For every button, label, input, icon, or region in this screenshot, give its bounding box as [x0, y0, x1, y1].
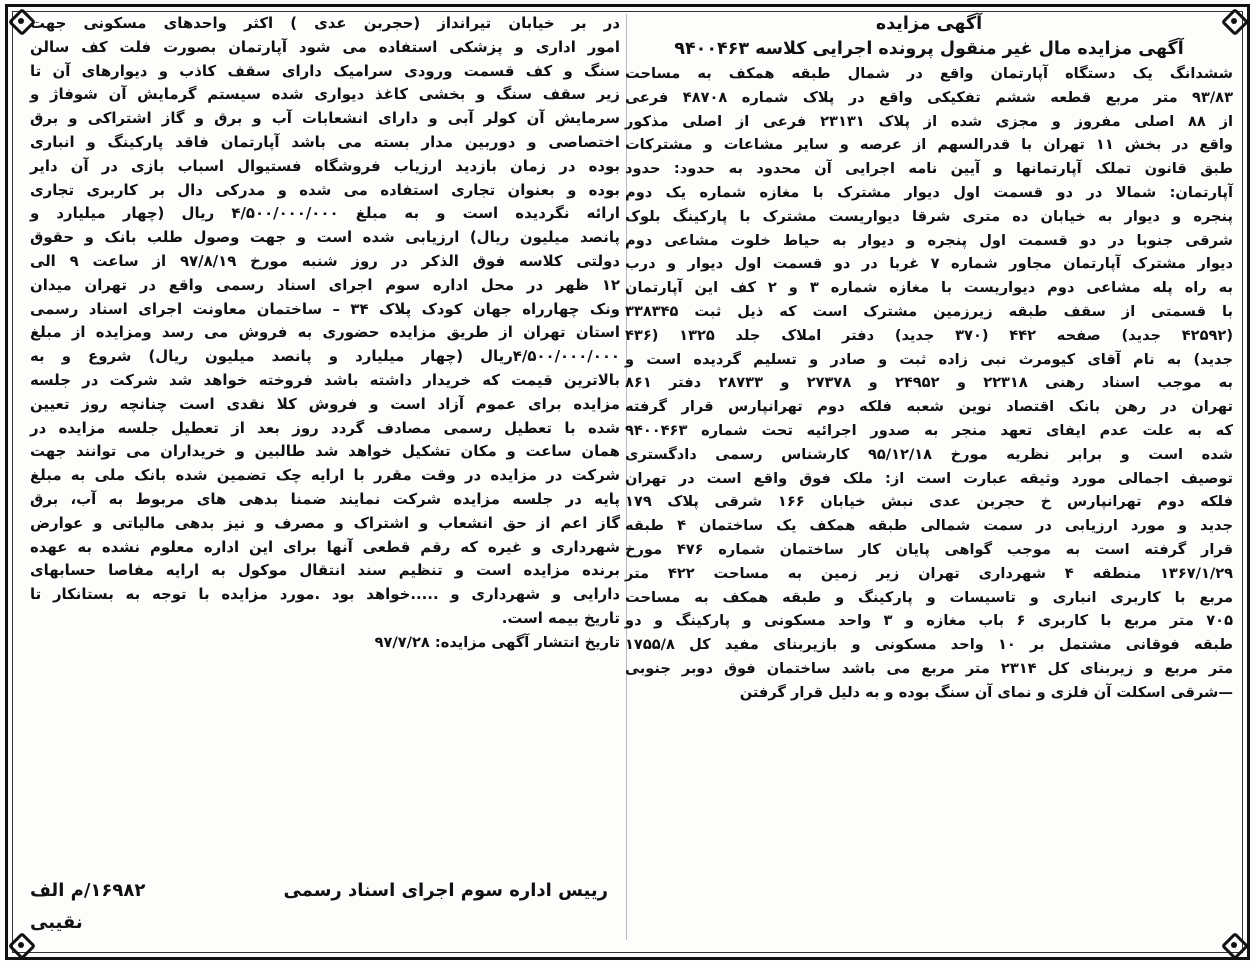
text-line: قرار گرفته است به موجب گواهی پایان کار ساختمان شماره ۴۷۶ مورخ — [625, 540, 1234, 558]
text-line: ۱۳۶۷/۱/۲۹ منطقه ۴ شهرداری تهران زیر زمین به مساحت ۴۲۲ متر — [625, 564, 1234, 582]
signature-row — [30, 880, 620, 912]
issue-date: تاریخ انتشار آگهی مزایده: ۹۷/۷/۲۸ — [374, 633, 620, 651]
text-line: پایه در جلسه مزایده شرکت نمایند ضمنا بدهی های مربوط به آب، برق — [30, 489, 620, 508]
right-column-body — [625, 62, 1233, 705]
text-line: شرقی جنوبا در دو قسمت اول پنجره و دیوار به حیاط خلوت مشاعی دوم — [625, 231, 1233, 249]
text-line: امور اداری و پزشکی استفاده می شود آپارتمان بصورت فلت کف سالن — [30, 37, 620, 56]
text-line: همان ساعت و مکان تشکیل خواهد شد طالبین و خریداران می توانند جهت — [30, 442, 620, 461]
text-line: توصیف اجمالی مورد وثیقه عبارت است از: ملک فوق واقع است در تهران — [625, 469, 1233, 487]
text-line: زیر سقف سنگ و بخشی کاغذ دیواری شده سیستم گرمایش آن شوفاژ و — [30, 85, 620, 104]
text-line: سنگ و کف قسمت ورودی سرامیک دارای سقف کاذب و دیوارهای آن تا — [30, 61, 620, 80]
text-line: که به علت عدم ایفای تعهد منجر به صدور اجرائیه تحت شماره ۹۴۰۰۴۶۳ — [625, 421, 1233, 439]
notice-title: آگهی مزایده — [875, 14, 983, 34]
text-line: پنجره و دیوار به خیابان ده متری شرقا دیواریست مشترک با پارکینگ بلوک — [625, 207, 1233, 225]
text-line: بوده در زمان بازدید ارزیاب فروشگاه فستیوال اسباب بازی در آن دایر — [30, 156, 620, 175]
text-line: جدید) به نام آقای کیومرث نبی زاده ثبت و صادر و تسلیم گردیده است و — [625, 350, 1233, 368]
text-line: ارائه نگردیده است و به مبلغ ۴/۵۰۰/۰۰۰/۰۰۰ ریال (چهار میلیارد و — [30, 204, 620, 223]
text-line: ۷۰۵ متر مربع با کاربری ۶ باب مغازه و ۳ واحد مسکونی و پارکینگ و دو — [625, 612, 1233, 630]
text-line: برنده مزایده است و تنظیم سند انتقال موکول به ارایه مفاصا حسابهای — [30, 561, 620, 580]
signer-name: نقیبی — [30, 912, 83, 933]
text-line: فلکه دوم تهرانپارس خ حجربن عدی نبش خیابان ۱۶۶ شرقی پلاک ۱۷۹ — [625, 493, 1234, 511]
text-line: شهرداری و غیره که رقم قطعی آنها برای این اداره معلوم نشده به عهده — [30, 537, 620, 556]
text-line: ۴/۵۰۰/۰۰۰/۰۰۰ریال (چهار میلیارد و پانصد میلیون ریال) شروع و به — [30, 347, 620, 366]
right-column — [625, 12, 1233, 952]
text-line: به راه پله مشاعی دوم دیواریست با مغازه شماره ۳ و ۲ کف این آپارتمان — [625, 279, 1233, 297]
text-line: شده است و برابر نظریه مورخ ۹۵/۱۲/۱۸ کارشناس رسمی دادگستری — [625, 445, 1233, 463]
text-line: بوده و بعنوان تجاری استفاده می شده و مدرکی دال بر کاربری تجاری — [30, 180, 620, 199]
text-line: ۹۳/۸۳ متر مربع قطعه ششم تفکیکی واقع در پلاک شماره ۴۸۷۰۸ فرعی — [625, 88, 1233, 106]
text-line: طبق قانون تملک آپارتمانها و آیین نامه اجرایی آن محدود به حدود: حدود — [625, 160, 1233, 178]
text-line: از ۸۸ اصلی مفروز و مجزی شده از پلاک ۲۳۱۳۱ فرعی از اصلی مذکور — [625, 112, 1233, 130]
text-line: تاریخ بیمه است. — [501, 608, 620, 627]
notice-subtitle: آگهی مزایده مال غیر منقول پرونده اجرایی کلاسه ۹۴۰۰۴۶۳ — [674, 39, 1184, 59]
signer-title: رییس اداره سوم اجرای اسناد رسمی — [283, 880, 608, 901]
text-line: گاز اعم از حق انشعاب و اشتراک و مصرف و نیز بدهی مالیاتی و عوارض — [30, 513, 620, 532]
text-line: دیوار مشترک آپارتمان مجاور شماره ۷ غربا در دو قسمت اول دیوار و درب — [625, 255, 1233, 273]
text-line: بالاترین قیمت که خریدار داشته باشد فروخته خواهد شد شرکت در جلسه — [30, 370, 620, 389]
text-line: دولتی کلاسه فوق الذکر در روز شنبه مورخ ۹۷/۸/۱۹ از ساعت ۹ الی — [30, 251, 620, 270]
text-line: شرکت در مزایده در وقت مقرر با ارایه چک تضمین شده بانک ملی به مبلغ — [30, 466, 620, 485]
text-line: ونک چهارراه جهان کودک پلاک ۳۴ – ساختمان معاونت اجرای اسناد رسمی — [30, 299, 620, 318]
text-line: جدید و مورد ارزیابی در سمت شمالی طبقه همکف یک ساختمان ۴ طبقه — [625, 517, 1233, 535]
reference-code: ۱۶۹۸۲/م الف — [30, 880, 146, 901]
text-line: سرمایش آن کولر آبی و دارای انشعابات آب و برق و گاز اشتراکی و برق — [30, 109, 620, 128]
text-line: (۴۲۵۹۲ جدید) صفحه ۴۴۲ (۳۷۰ جدید) دفتر املاک جلد ۱۳۲۵ (۴۳۶ — [625, 326, 1233, 344]
text-line: در بر خیابان تیرانداز (حجربن عدی ) اکثر واحدهای مسکونی جهت — [30, 14, 620, 32]
text-line: طبقه فوقانی مشتمل بر ۱۰ واحد مسکونی و بازیربنای مفید کل ۱۷۵۵/۸ — [625, 636, 1234, 654]
text-line: به موجب اسناد رهنی ۲۲۳۱۸ و ۲۴۹۵۲ و ۲۷۳۷۸ و ۲۸۷۳۳ دفتر ۸۶۱ — [625, 374, 1234, 392]
text-line: ۱۲ ظهر در محل اداره سوم اجرای اسناد رسمی واقع در تهران میدان — [30, 275, 620, 294]
left-column — [30, 12, 620, 952]
text-line: اختصاصی و دوربین مدار بسته می باشد آپارتمان فاقد پارکینگ و انباری — [30, 132, 620, 151]
text-line: متر مربع و زیربنای کل ۲۳۱۴ متر مربع می باشد ساختمان فوق دوبر جنوبی — [625, 659, 1233, 677]
text-line: —شرقی اسکلت آن فلزی و نمای آن سنگ بوده و به دلیل قرار گرفتن — [739, 683, 1233, 701]
text-line: تهران در رهن بانک اقتصاد نوین شعبه فلکه دوم تهرانپارس قرار گرفته — [625, 398, 1233, 416]
text-line: مربع با کاربری انباری و تاسیسات و پارکینگ و طبقه همکف به مساحت — [625, 588, 1233, 606]
left-column-body — [30, 12, 620, 631]
text-line: شده با تعطیل رسمی مصادف گردد روز بعد از تعطیل جلسه مزایده در — [30, 418, 620, 437]
text-line: آپارتمان: شمالا در دو قسمت اول دیوار مشترک با مغازه شماره یک دوم — [625, 183, 1233, 201]
text-line: پانصد میلیون ریال) ارزیابی شده است و جهت وصول طلب بانک و حقوق — [30, 228, 620, 247]
text-line: با قسمتی از سقف طبقه زیرزمین مشترک است که ذیل ثبت ۳۳۸۳۴۵ — [625, 302, 1233, 320]
text-line: مزایده برای عموم آزاد است و فروش کلا نقدی است چنانچه روز تعیین — [30, 394, 620, 413]
text-line: واقع در بخش ۱۱ تهران با قدرالسهم از عرصه و سایر مشاعات و مشترکات — [625, 136, 1234, 154]
text-line: دارایی و شهرداری و .....خواهد بود .مورد مزایده با توجه به بستانکار تا — [30, 585, 620, 604]
text-line: ششدانگ یک دستگاه آپارتمان واقع در شمال طبقه همکف به مساحت — [625, 65, 1233, 82]
text-line: استان تهران از طریق مزایده حضوری به فروش می رسد ومزایده از مبلغ — [30, 323, 620, 342]
